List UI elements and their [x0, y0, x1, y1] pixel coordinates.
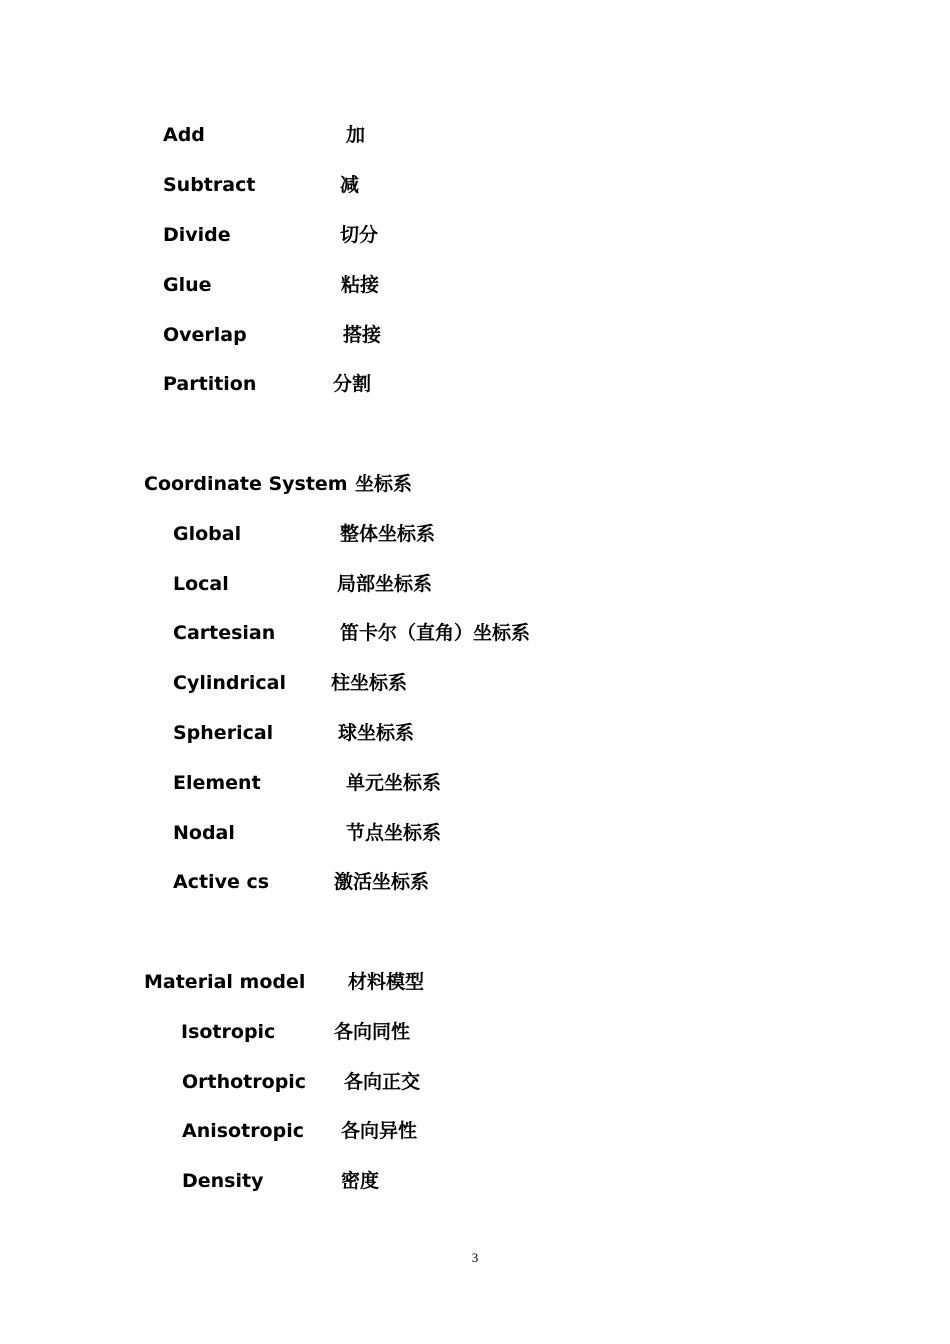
term-english: Active cs — [173, 871, 270, 893]
term-english: Glue — [163, 274, 212, 296]
section-heading-chinese: 材料模型 — [348, 971, 425, 993]
term-chinese: 各向异性 — [341, 1120, 418, 1142]
term-chinese: 节点坐标系 — [346, 822, 442, 844]
term-english: Nodal — [173, 822, 235, 844]
section-heading: Coordinate System — [144, 473, 348, 495]
term-english: Element — [173, 772, 261, 794]
term-english: Local — [173, 573, 229, 595]
term-chinese: 分割 — [333, 373, 372, 395]
section-heading-chinese: 坐标系 — [355, 473, 413, 495]
term-chinese: 球坐标系 — [338, 722, 415, 744]
page-number: 3 — [471, 1250, 479, 1265]
term-english: Overlap — [163, 324, 247, 346]
term-chinese: 密度 — [341, 1170, 380, 1192]
term-english: Global — [173, 523, 242, 545]
term-english: Add — [163, 124, 205, 146]
section-heading: Material model — [144, 971, 306, 993]
term-chinese: 各向正交 — [344, 1071, 421, 1093]
term-english: Cylindrical — [173, 672, 286, 694]
term-chinese: 减 — [340, 174, 360, 196]
term-chinese: 局部坐标系 — [337, 573, 433, 595]
term-english: Spherical — [173, 722, 274, 744]
term-english: Cartesian — [173, 622, 276, 644]
term-english: Subtract — [163, 174, 256, 196]
term-chinese: 柱坐标系 — [331, 672, 408, 694]
term-english: Orthotropic — [182, 1071, 307, 1093]
term-english: Density — [182, 1170, 264, 1192]
term-chinese: 单元坐标系 — [346, 772, 442, 794]
term-chinese: 加 — [346, 124, 366, 146]
term-english: Partition — [163, 373, 257, 395]
term-chinese: 激活坐标系 — [334, 871, 430, 893]
term-english: Anisotropic — [182, 1120, 304, 1142]
term-english: Divide — [163, 224, 231, 246]
term-chinese: 整体坐标系 — [340, 523, 436, 545]
term-chinese: 粘接 — [341, 274, 380, 296]
term-chinese: 切分 — [340, 224, 379, 246]
term-chinese: 各向同性 — [334, 1021, 411, 1043]
term-chinese: 搭接 — [343, 324, 382, 346]
term-english: Isotropic — [181, 1021, 276, 1043]
term-chinese: 笛卡尔（直角）坐标系 — [340, 622, 531, 644]
